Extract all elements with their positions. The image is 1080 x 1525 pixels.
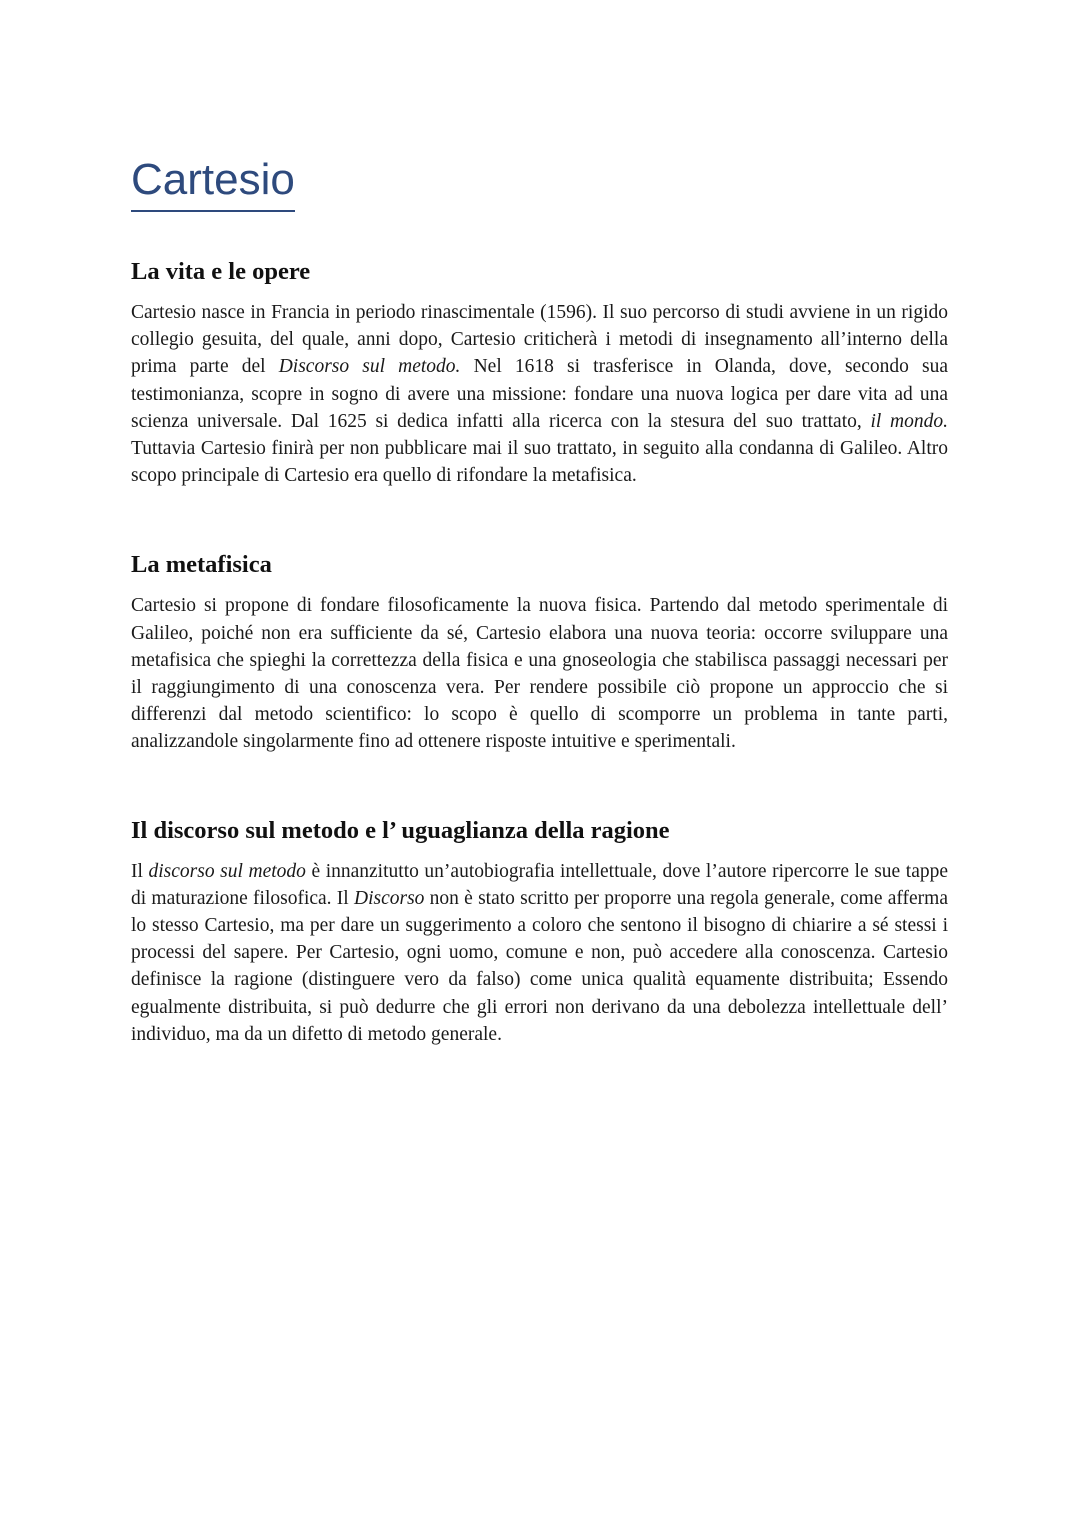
document-page	[131, 150, 948, 1048]
section-paragraph	[131, 299, 948, 489]
section-paragraph	[131, 858, 948, 1048]
section-discorso-sul-metodo	[131, 816, 948, 1048]
italic-text-run: Discorso	[353, 887, 425, 909]
section-heading: Il discorso sul metodo e l’ uguaglianza della ragione	[131, 816, 670, 844]
text-run: Cartesio si propone di fondare filosoficamente la nuova fisica. Partendo dal metodo sperimentale di Galileo, poiché non era sufficiente da sé, Cartesio elabora una nuova teoria: occorre sviluppare una metafisica che spieghi la correttezza della fisica e una gnoseologia che stabilisca passaggi necessari per il raggiungimento di una conoscenza vera. Per rendere possibile ciò propone un approccio che si differenzi dal metodo scientifico: lo scopo è quello di scomporre un problema in tante parti, analizzandole singolarmente fino ad ottenere risposte intuitive e sperimentali.	[131, 595, 948, 753]
section-vita-e-opere	[131, 257, 948, 489]
italic-text-run: Discorso sul metodo.	[278, 356, 461, 378]
text-run: è innanzitutto un’autobiografia intellettuale, dove l’autore ripercorre le sue tappe di maturazione filosofica. Il	[131, 860, 949, 909]
section-heading: La vita e le opere	[131, 258, 311, 285]
text-run: Tuttavia Cartesio finirà per non pubblicare mai il suo trattato, in seguito alla condanna di Galileo. Altro scopo principale di Cartesio era quello di rifondare la metafisica.	[131, 438, 948, 487]
italic-text-run: discorso sul metodo	[148, 860, 306, 882]
section-heading: La metafisica	[131, 551, 272, 579]
document-title: Cartesio	[131, 150, 295, 212]
text-run: non è stato scritto per proporre una regola generale, come afferma lo stesso Cartesio, ma per dare un suggerimento a coloro che sentono il bisogno di chiarire a sé stessi i processi del sapere. Per Cartesio, ogni uomo, comune e non, può accedere alla conoscenza. Cartesio definisce la ragione (distinguere vero da falso) come unica qualità equamente distribuita; Essendo egualmente distribuita, si può dedurre che gli errori non derivano da una debolezza intellettuale dell’ individuo, ma da un difetto di metodo generale.	[131, 887, 948, 1045]
italic-text-run: il mondo.	[870, 410, 949, 432]
text-run: Il	[131, 860, 149, 882]
section-paragraph	[131, 592, 948, 755]
section-metafisica	[131, 550, 948, 755]
text-run: Nel 1618 si trasferisce in Olanda, dove, secondo sua testimonianza, scopre in sogno di avere una missione: fondare una nuova logica per dare vita ad una scienza universale. Dal 1625 si dedica infatti alla ricerca con la stesura del suo trattato,	[131, 356, 948, 432]
text-run: Cartesio nasce in Francia in periodo rinascimentale (1596). Il suo percorso di studi avviene in un rigido collegio gesuita, del quale, anni dopo, Cartesio criticherà i metodi di insegnamento all’interno della prima parte del	[131, 302, 948, 378]
